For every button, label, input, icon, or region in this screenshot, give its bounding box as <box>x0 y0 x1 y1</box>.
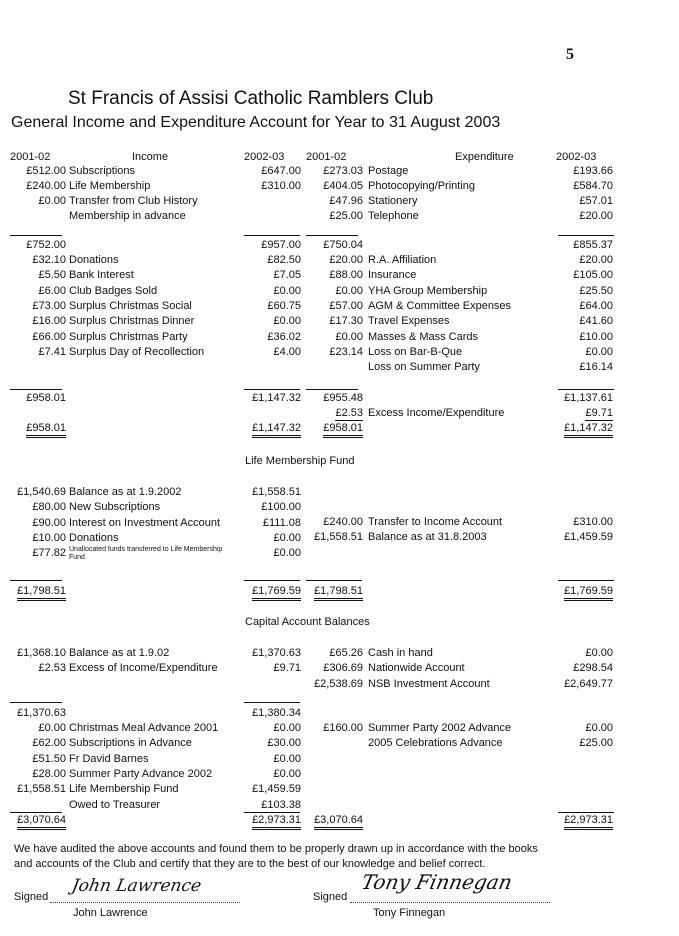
document-title: St Francis of Assisi Catholic Ramblers Club <box>68 88 434 109</box>
income-curr-amount: £4.00 <box>273 345 301 358</box>
expense-item-label: NSB Investment Account <box>368 677 490 690</box>
income-item-label: Donations <box>69 531 119 544</box>
excess-curr: £9.71 <box>585 407 613 419</box>
income-item-label: Life Membership <box>69 180 151 192</box>
expense-item-label: AGM & Committee Expenses <box>368 299 512 312</box>
expense-item-label: 2005 Celebrations Advance <box>368 737 503 750</box>
income-curr-amount: £1,370.63 <box>252 647 301 659</box>
signature-right: Tony Finnegan <box>359 870 515 894</box>
expense-curr-amount: £25.00 <box>579 737 613 750</box>
expense-item-label: Telephone <box>368 210 419 222</box>
signer-name-right: Tony Finnegan <box>373 907 446 919</box>
expense-item-label: Loss on Summer Party <box>368 361 480 374</box>
income-curr-amount: £111.08 <box>262 516 301 529</box>
expense-item-label: Loss on Bar-B-Que <box>368 345 463 358</box>
expense-prev-amount: £1,558.51 <box>314 531 363 544</box>
total-inc-curr: £1,769.59 <box>252 584 301 601</box>
income-curr-amount: £0.00 <box>273 531 301 544</box>
expense-curr-amount: £10.00 <box>579 330 613 343</box>
income-prev-amount: £2.53 <box>38 662 66 675</box>
income-item-label: Summer Party Advance 2002 <box>69 767 213 780</box>
expense-prev-amount: £273.03 <box>323 165 363 177</box>
income-item-label: Subscriptions in Advance <box>69 737 192 750</box>
expense-item-label: Photocopying/Printing <box>368 180 476 192</box>
income-prev-amount: £10.00 <box>32 531 66 544</box>
audit-statement-line1: We have audited the above accounts and found them to be properly drawn up in accordance with the books <box>14 843 538 855</box>
income-curr-amount: £30.00 <box>267 737 301 750</box>
income-prev-amount: £16.00 <box>32 315 66 328</box>
rule <box>558 235 614 236</box>
header-income: Income <box>132 151 169 163</box>
expense-curr-amount: £0.00 <box>585 647 613 659</box>
income-item-label: Balance as at 1.9.2002 <box>69 486 182 498</box>
expense-item-label: Postage <box>368 165 409 177</box>
capital-subtotal-inc-prev: £1,370.63 <box>17 707 66 719</box>
income-item-label: Club Badges Sold <box>69 284 158 297</box>
rule <box>558 389 614 390</box>
income-prev-amount: £28.00 <box>32 767 66 780</box>
expense-item-label: Cash in hand <box>368 647 433 659</box>
income-curr-amount: £0.00 <box>273 284 301 297</box>
income-curr-amount: £1,459.59 <box>252 783 301 796</box>
header-expenditure: Expenditure <box>455 151 514 163</box>
total-exp-prev: £955.48 <box>323 392 363 404</box>
total-exp-curr: £855.37 <box>573 239 613 251</box>
income-item-label: Surplus Christmas Party <box>69 330 188 343</box>
excess-label: Excess Income/Expenditure <box>368 407 505 419</box>
total-exp-curr: £1,769.59 <box>564 584 613 601</box>
expense-curr-amount: £25.50 <box>579 284 613 297</box>
expense-curr-amount: £105.00 <box>573 269 613 282</box>
income-prev-amount: £1,368.10 <box>17 647 66 659</box>
expense-curr-amount: £2,649.77 <box>564 677 613 690</box>
income-prev-amount: £1,540.69 <box>17 486 66 498</box>
income-curr-amount: £0.00 <box>273 752 301 765</box>
expense-prev-amount: £0.00 <box>335 284 363 297</box>
income-curr-amount: £82.50 <box>267 254 301 266</box>
expense-curr-amount: £298.54 <box>573 662 613 675</box>
expense-item-label: Balance as at 31.8.2003 <box>368 531 487 544</box>
expense-item-label: Insurance <box>368 269 417 282</box>
income-curr-amount: £0.00 <box>273 722 301 734</box>
rule <box>244 235 300 236</box>
income-prev-amount: £90.00 <box>32 516 66 529</box>
income-curr-amount: £36.02 <box>267 330 301 343</box>
document-subtitle: General Income and Expenditure Account for Year to 31 August 2003 <box>11 114 501 131</box>
expense-curr-amount: £0.00 <box>585 722 613 734</box>
signature-left: John Lawrence <box>70 876 203 896</box>
income-prev-amount: £0.00 <box>38 195 66 207</box>
expense-item-label: Travel Expenses <box>368 315 450 328</box>
expense-curr-amount: £16.14 <box>579 361 613 374</box>
income-item-label: Surplus Day of Recollection <box>69 345 205 358</box>
income-item-label: Excess of Income/Expenditure <box>69 662 218 675</box>
total-inc-prev: £1,798.51 <box>17 584 66 601</box>
total-inc-curr: £1,147.32 <box>252 421 301 438</box>
signed-label-left: Signed <box>14 891 49 903</box>
expense-curr-amount: £310.00 <box>573 516 613 528</box>
capital-subtotal-inc-curr: £1,380.34 <box>252 707 301 719</box>
signer-name-left: John Lawrence <box>73 907 148 919</box>
income-prev-amount: £32.10 <box>32 254 66 266</box>
total-exp-prev: £958.01 <box>323 421 363 438</box>
income-prev-amount: £51.50 <box>32 752 66 765</box>
expense-prev-amount: £25.00 <box>329 210 363 222</box>
income-prev-amount: £62.00 <box>32 737 66 750</box>
income-curr-amount: £9.71 <box>273 662 301 675</box>
income-curr-amount: £103.38 <box>261 798 301 811</box>
expense-prev-amount: £23.14 <box>329 345 363 358</box>
income-curr-amount: £310.00 <box>261 180 301 192</box>
income-prev-amount: £240.00 <box>26 180 66 192</box>
income-prev-amount: £512.00 <box>26 165 66 177</box>
expense-curr-amount: £41.60 <box>579 315 613 328</box>
total-exp-curr: £1,147.32 <box>564 421 613 438</box>
income-item-label: Subscriptions <box>69 165 136 177</box>
expense-curr-amount: £20.00 <box>579 254 613 266</box>
total-inc-curr: £2,973.31 <box>252 813 301 830</box>
expense-item-label: Nationwide Account <box>368 662 465 675</box>
expense-prev-amount: £240.00 <box>323 516 363 528</box>
income-item-label: Interest on Investment Account <box>69 516 221 529</box>
total-exp-curr: £1,137.61 <box>564 392 613 404</box>
rule <box>244 702 300 703</box>
income-prev-amount: £1,558.51 <box>17 783 66 796</box>
total-inc-curr: £957.00 <box>261 239 301 251</box>
expense-curr-amount: £0.00 <box>585 345 613 358</box>
rule <box>306 235 358 236</box>
income-prev-amount: £0.00 <box>38 722 66 734</box>
income-curr-amount: £0.00 <box>273 547 301 560</box>
expense-prev-amount: £57.00 <box>329 299 363 312</box>
income-item-label: New Subscriptions <box>69 501 161 514</box>
expense-item-label: Stationery <box>368 195 418 207</box>
income-prev-amount: £77.82 <box>32 547 66 560</box>
life-fund-heading: Life Membership Fund <box>245 455 355 467</box>
income-item-label: Life Membership Fund <box>69 783 179 796</box>
income-item-label: Bank Interest <box>69 269 134 282</box>
expense-prev-amount: £2,538.69 <box>314 677 363 690</box>
rule <box>244 580 300 581</box>
expense-prev-amount: £404.05 <box>323 180 363 192</box>
rule <box>10 702 62 703</box>
income-item-label: Fr David Barnes <box>69 752 149 765</box>
expense-prev-amount: £88.00 <box>329 269 363 282</box>
page-number: 5 <box>566 46 574 63</box>
rule <box>306 580 362 581</box>
income-curr-amount: £60.75 <box>267 299 301 312</box>
expense-curr-amount: £64.00 <box>579 299 613 312</box>
unallocated-note: Unallocated funds transferred to Life Membership Fund <box>69 546 223 561</box>
income-prev-amount: £80.00 <box>32 501 66 514</box>
income-curr-amount: £647.00 <box>261 165 301 177</box>
rule <box>10 389 62 390</box>
total-inc-prev: £3,070.64 <box>17 813 66 830</box>
total-exp-prev: £3,070.64 <box>314 813 363 830</box>
expense-prev-amount: £0.00 <box>335 330 363 343</box>
rule <box>306 389 358 390</box>
income-curr-amount: £0.00 <box>273 767 301 780</box>
total-exp-curr: £2,973.31 <box>564 813 613 830</box>
expense-item-label: YHA Group Membership <box>368 284 488 297</box>
header-curr-income-year: 2002-03 <box>244 151 285 163</box>
income-item-label: Transfer from Club History <box>69 195 198 207</box>
income-prev-amount: £73.00 <box>32 299 66 312</box>
income-curr-amount: £0.00 <box>273 315 301 328</box>
expense-item-label: Transfer to Income Account <box>368 516 503 528</box>
total-exp-prev: £1,798.51 <box>314 584 363 601</box>
income-prev-amount: £7.41 <box>38 345 66 358</box>
income-item-label: Balance as at 1.9.02 <box>69 647 170 659</box>
income-item-label: Surplus Christmas Social <box>69 299 192 312</box>
income-item-label: Membership in advance <box>69 210 186 222</box>
signature-line-right <box>350 902 550 903</box>
expense-item-label: R.A. Affiliation <box>368 254 437 266</box>
expense-curr-amount: £193.66 <box>573 165 613 177</box>
income-prev-amount: £66.00 <box>32 330 66 343</box>
expense-curr-amount: £57.01 <box>579 195 613 207</box>
income-item-label: Donations <box>69 254 119 266</box>
expense-curr-amount: £584.70 <box>573 180 613 192</box>
total-inc-prev: £958.01 <box>26 392 66 404</box>
income-curr-amount: £100.00 <box>261 501 301 514</box>
excess-prev: £2.53 <box>335 407 363 419</box>
income-curr-amount: £7.05 <box>273 269 301 282</box>
rule <box>10 580 62 581</box>
expense-curr-amount: £20.00 <box>579 210 613 222</box>
expense-item-label: Masses & Mass Cards <box>368 330 479 343</box>
header-prev-income-year: 2001-02 <box>10 151 51 163</box>
income-item-label: Christmas Meal Advance 2001 <box>69 722 219 734</box>
expense-prev-amount: £20.00 <box>329 254 363 266</box>
capital-heading: Capital Account Balances <box>245 616 370 628</box>
signed-label-right: Signed <box>313 891 348 903</box>
total-inc-prev: £752.00 <box>26 239 66 251</box>
signature-line-left <box>50 902 240 903</box>
expense-curr-amount: £1,459.59 <box>564 531 613 544</box>
rule <box>558 580 614 581</box>
audit-statement-line2: and accounts of the Club and certify that they are to the best of our knowledge and belief correct. <box>14 858 486 870</box>
expense-item-label: Summer Party 2002 Advance <box>368 722 512 734</box>
header-curr-exp-year: 2002-03 <box>556 151 597 163</box>
rule <box>10 235 62 236</box>
income-prev-amount: £5.50 <box>38 269 66 282</box>
income-item-label: Surplus Christmas Dinner <box>69 315 195 328</box>
expense-prev-amount: £306.69 <box>323 662 363 675</box>
expense-prev-amount: £65.26 <box>329 647 363 659</box>
expense-prev-amount: £160.00 <box>323 722 363 734</box>
expense-prev-amount: £17.30 <box>329 315 363 328</box>
header-prev-exp-year: 2001-02 <box>306 151 347 163</box>
income-item-label: Owed to Treasurer <box>69 798 161 811</box>
total-inc-prev: £958.01 <box>26 421 66 438</box>
income-prev-amount: £6.00 <box>38 284 66 297</box>
total-exp-prev: £750.04 <box>323 239 363 251</box>
expense-prev-amount: £47.96 <box>329 195 363 207</box>
rule <box>244 389 300 390</box>
income-curr-amount: £1,558.51 <box>252 486 301 498</box>
total-inc-curr: £1,147.32 <box>252 392 301 404</box>
